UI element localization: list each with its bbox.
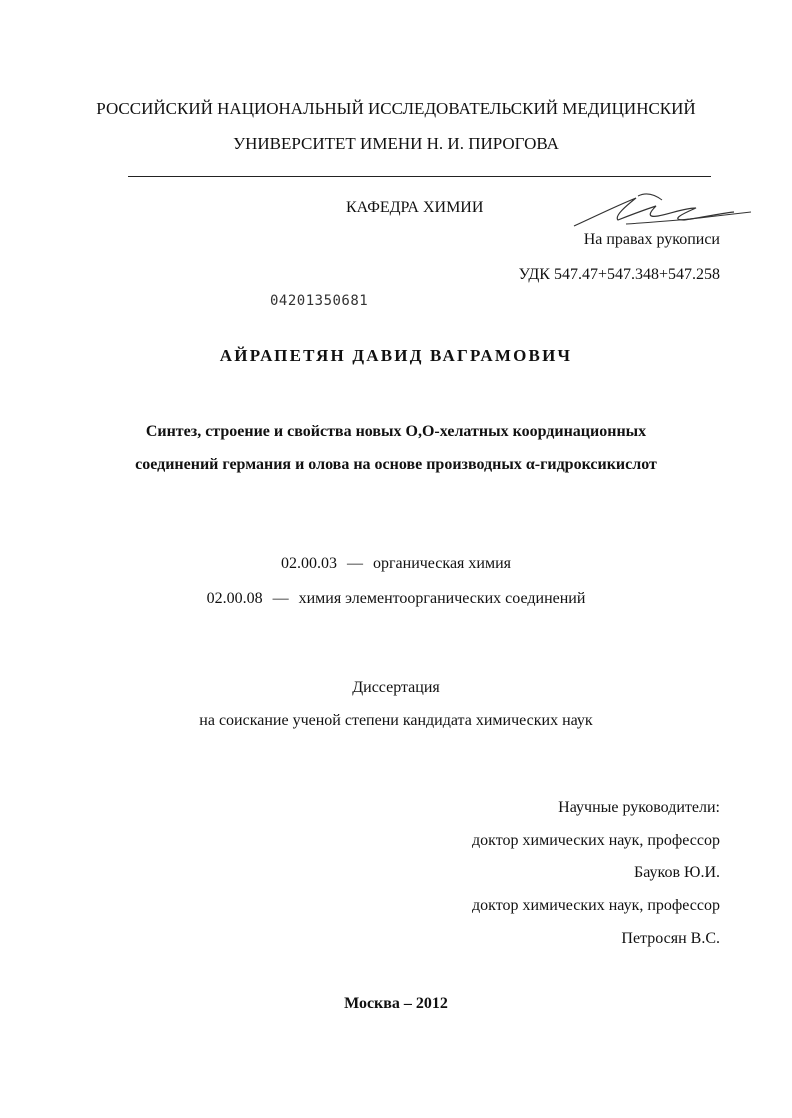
thesis-title-line1: Синтез, строение и свойства новых О,О-хелатных координационных <box>145 423 647 440</box>
degree-purpose: на соискание ученой степени кандидата химических наук <box>199 712 593 729</box>
specialty-code: 02.00.08 <box>206 590 263 607</box>
university-name-line1: РОССИЙСКИЙ НАЦИОНАЛЬНЫЙ ИССЛЕДОВАТЕЛЬСКИЙ МЕДИЦИНСКИЙ <box>96 99 696 118</box>
specialty-name: химия элементоорганических соединений <box>298 590 586 607</box>
supervisor-degree: доктор химических наук, профессор <box>472 832 720 849</box>
thesis-title-line2: соединений германия и олова на основе производных α-гидроксикислот <box>135 456 657 473</box>
library-stamp-number: 04201350681 <box>270 293 369 309</box>
specialty-row <box>0 590 792 608</box>
supervisor-name: Петросян В.С. <box>621 930 720 947</box>
udk-code: УДК 547.47+547.348+547.258 <box>518 266 720 283</box>
specialty-name: органическая химия <box>372 555 512 572</box>
specialty-code: 02.00.03 <box>280 555 337 572</box>
supervisor-name: Бауков Ю.И. <box>634 864 720 881</box>
supervisor-degree: доктор химических наук, профессор <box>472 897 720 914</box>
signature-image <box>566 186 756 236</box>
university-name-line2: УНИВЕРСИТЕТ ИМЕНИ Н. И. ПИРОГОВА <box>233 134 559 153</box>
author-name: АЙРАПЕТЯН ДАВИД ВАГРАМОВИЧ <box>219 346 573 365</box>
dissertation-label: Диссертация <box>352 679 440 696</box>
city-year: Москва – 2012 <box>344 995 448 1012</box>
header-divider <box>128 176 711 177</box>
manuscript-note: На правах рукописи <box>583 231 720 248</box>
supervisors-heading: Научные руководители: <box>558 799 720 816</box>
department-name: КАФЕДРА ХИМИИ <box>346 199 484 216</box>
specialty-dash: — <box>346 555 363 572</box>
specialty-row <box>0 555 792 573</box>
specialty-dash: — <box>272 590 289 607</box>
